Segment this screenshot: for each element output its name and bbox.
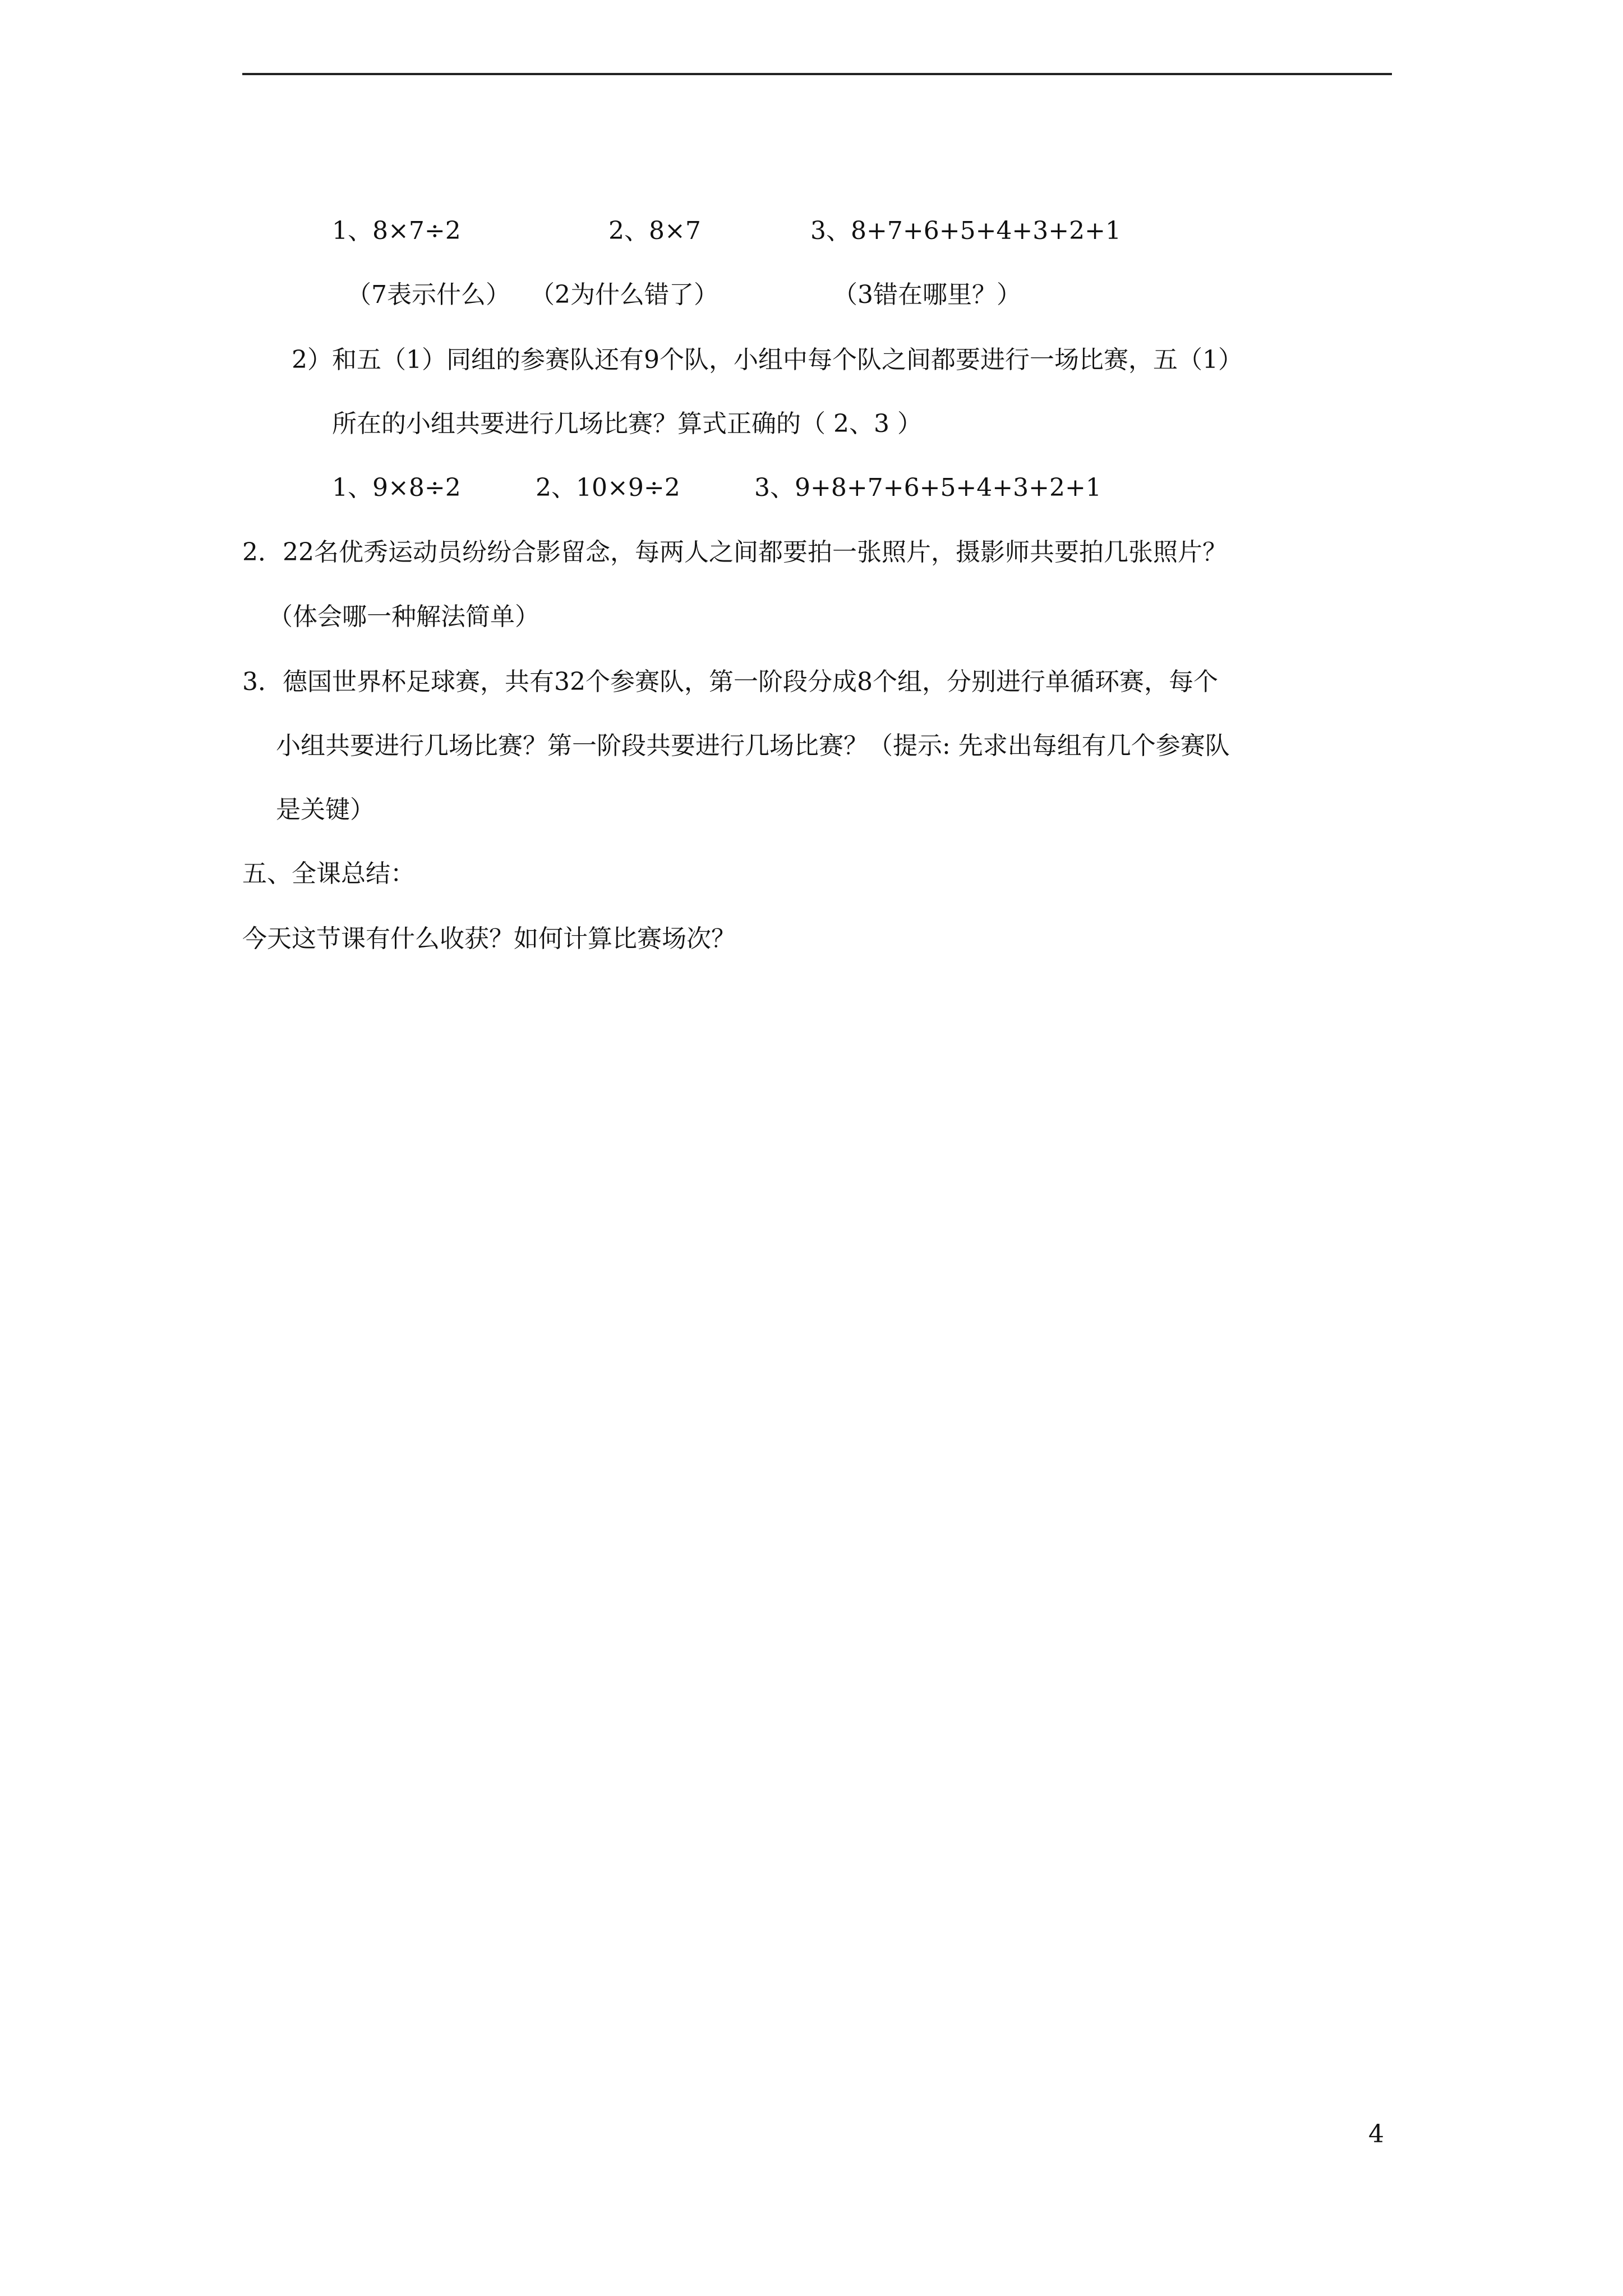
q2-line-1: 2．22名优秀运动员纷纷合影留念，每两人之间都要拍一张照片，摄影师共要拍几张照片？: [242, 538, 1227, 567]
sub2-option-3: 3、9+8+7+6+5+4+3+2+1: [754, 473, 1101, 502]
section5-title: 五、全课总结：: [242, 859, 415, 888]
sub2-line-1: 2）和五（1）同组的参赛队还有9个队，小组中每个队之间都要进行一场比赛，五（1）: [292, 346, 1243, 374]
sub2-option-2: 2、10×9÷2: [536, 473, 680, 502]
q2-line-2: （体会哪一种解法简单）: [268, 602, 540, 631]
sub1-option-1: 1、8×7÷2: [332, 217, 461, 245]
sub1-option-2: 2、8×7: [608, 217, 701, 245]
q3-line-2: 小组共要进行几场比赛？第一阶段共要进行几场比赛？（提示: 先求出每组有几个参赛队: [276, 731, 1230, 760]
sub1-hint-3: （3错在哪里？）: [833, 280, 1021, 309]
sub1-hint-1: （7表示什么）: [347, 280, 510, 309]
sub2-option-1: 1、9×8÷2: [332, 473, 461, 502]
section5-text: 今天这节课有什么收获？如何计算比赛场次？: [242, 924, 736, 953]
sub1-option-3: 3、8+7+6+5+4+3+2+1: [810, 217, 1122, 245]
sub1-hint-2: （2为什么错了）: [530, 280, 718, 309]
q3-line-1: 3．德国世界杯足球赛，共有32个参赛队，第一阶段分成8个组，分别进行单循环赛，每个: [242, 668, 1218, 696]
page-number: 4: [1368, 2120, 1384, 2148]
q3-line-3: 是关键）: [276, 795, 375, 824]
sub2-line-2: 所在的小组共要进行几场比赛？算式正确的（ 2、3 ）: [332, 409, 922, 438]
header-rule: [242, 73, 1392, 75]
